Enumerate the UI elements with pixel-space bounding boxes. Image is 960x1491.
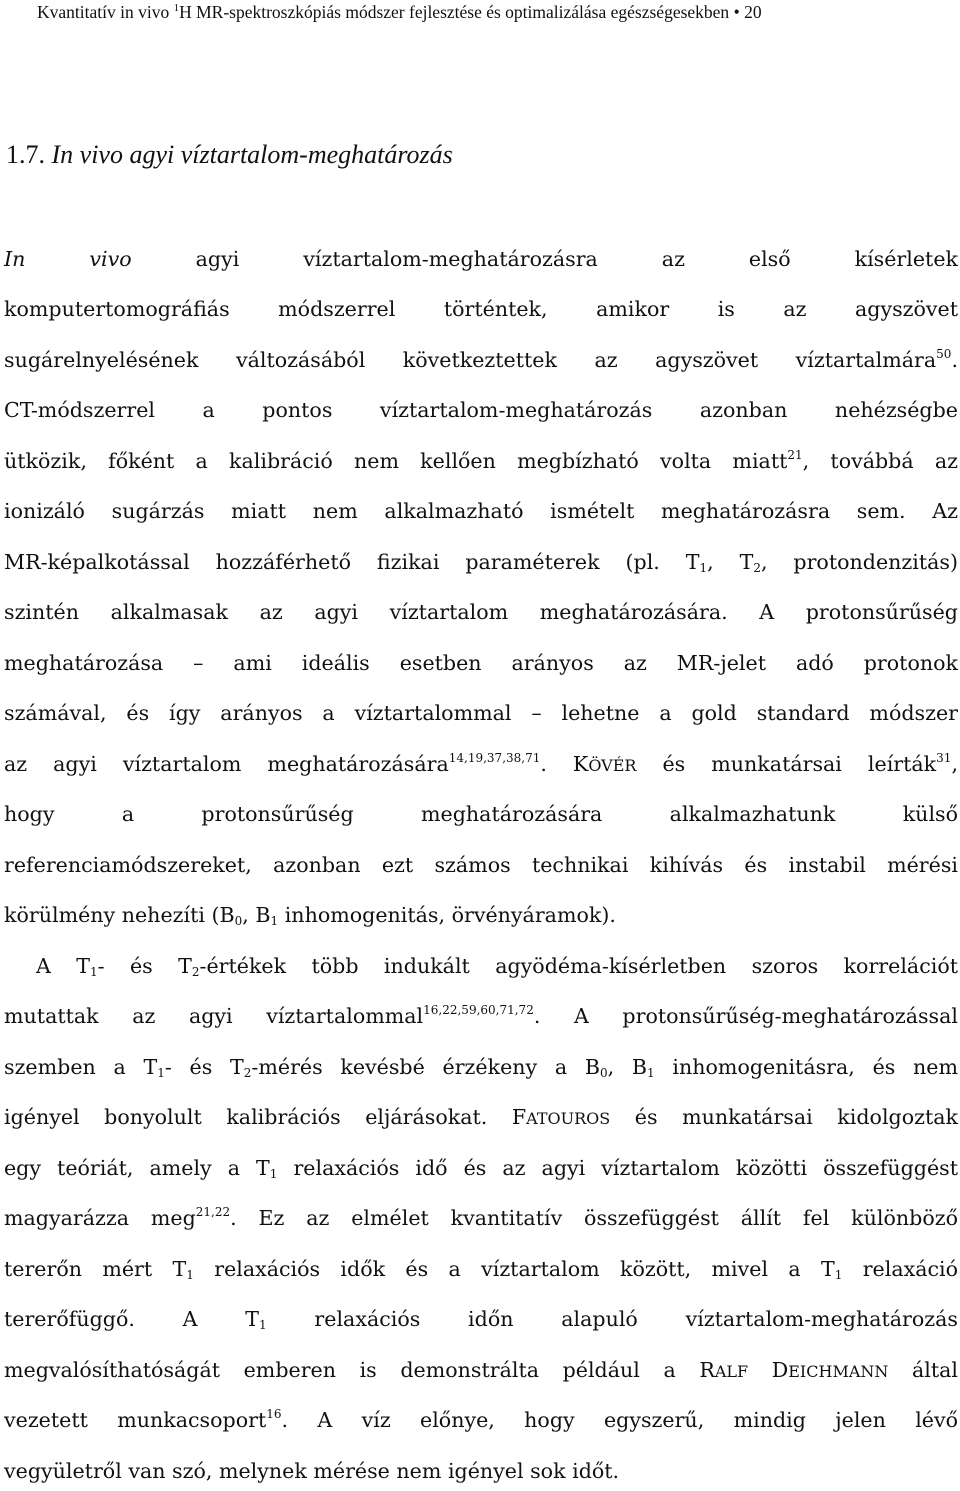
text-run: - és T <box>164 1055 244 1079</box>
text-line <box>4 441 958 481</box>
text-line <box>4 996 958 1036</box>
subscript: 0 <box>234 914 243 928</box>
text-line <box>4 1047 958 1087</box>
citation-superscript: 21,22 <box>195 1205 231 1219</box>
subscript: 1 <box>259 1318 267 1332</box>
text-line <box>4 491 958 531</box>
subscript: 0 <box>600 1066 608 1080</box>
text-run: igényel bonyolult kalibrációs eljárásokat. F <box>4 1105 527 1129</box>
text-run: és munkatársai kidolgoztak <box>610 1105 958 1129</box>
text-run: hogy a protonsűrűség meghatározására alkalmazhatunk külső <box>4 802 958 826</box>
text-run: relaxációs idők és a víztartalom között, mivel a T <box>193 1257 835 1281</box>
text-line <box>4 794 958 834</box>
header-title-sup: 1 <box>173 2 180 15</box>
header-title-post: H MR-spektroszkópiás módszer fejlesztése és optimalizálása egészségesekben <box>179 2 730 22</box>
text-run: szintén alkalmasak az agyi víztartalom meghatározására. A protonsűrűség <box>4 600 958 624</box>
text-run: vezetett munkacsoport <box>4 1408 267 1432</box>
subscript: 1 <box>647 1066 655 1080</box>
small-caps-name: EICHMANN <box>788 1362 889 1381</box>
text-run: az agyi víztartalom meghatározására <box>4 752 449 776</box>
text-run: relaxációs idő és az agyi víztartalom közötti összefüggést <box>277 1156 958 1180</box>
text-run: által <box>888 1358 958 1382</box>
text-run: tererőn mért T <box>4 1257 187 1281</box>
section-number: 1.7. <box>6 140 45 169</box>
text-run: A T <box>36 954 90 978</box>
text-run: inhomogenitásra, és nem <box>654 1055 959 1079</box>
subscript: 2 <box>243 1066 252 1080</box>
text-run: CT-módszerrel a pontos víztartalom-meghatározás azonban nehézségbe <box>4 398 958 422</box>
subscript: 2 <box>753 561 761 575</box>
subscript: 1 <box>834 1268 843 1282</box>
text-line <box>4 895 958 935</box>
text-run: MR-képalkotással hozzáférhető fizikai paraméterek (pl. T <box>4 550 700 574</box>
text-run: -értékek több indukált agyödéma-kísérletben szoros korrelációt <box>199 954 958 978</box>
text-run: - és T <box>97 954 192 978</box>
text-run: , B <box>607 1055 648 1079</box>
text-line <box>4 1198 958 1238</box>
text-run: , továbbá az <box>802 449 958 473</box>
text-line <box>4 289 958 329</box>
text-run: relaxációs időn alapuló víztartalom-meghatározás <box>266 1307 958 1331</box>
text-line <box>4 1451 958 1491</box>
text-run: körülmény nehezíti (B <box>4 903 235 927</box>
text-run: ütközik, főként a kalibráció nem kellően megbízható volta miatt <box>4 449 788 473</box>
text-line <box>4 643 958 683</box>
text-line <box>4 693 958 733</box>
text-run: , B <box>242 903 271 927</box>
header-title-pre: Kvantitatív in vivo <box>37 2 174 22</box>
citation-superscript: 21 <box>787 448 803 462</box>
citation-superscript: 14,19,37,38,71 <box>448 751 541 765</box>
small-caps-name: ATOUROS <box>526 1109 611 1128</box>
header-bullet: • <box>733 2 740 22</box>
subscript: 2 <box>191 965 200 979</box>
text-run: . K <box>540 752 589 776</box>
text-run: relaxáció <box>842 1257 959 1281</box>
text-line <box>4 1400 958 1440</box>
text-run: sugárelnyelésének változásából következtettek az agyszövet víztartalmára <box>4 348 937 372</box>
small-caps-name: ÖVÉR <box>588 756 637 775</box>
text-run: , T <box>707 550 754 574</box>
text-line <box>4 542 958 582</box>
text-line <box>4 390 958 430</box>
text-run: , protondenzitás) <box>760 550 958 574</box>
subscript: 1 <box>699 561 708 575</box>
text-run: referenciamódszereket, azonban ezt számos technikai kihívás és instabil mérési <box>4 853 958 877</box>
subscript: 1 <box>90 965 98 979</box>
italic-text: In vivo <box>4 247 132 271</box>
text-run: komputertomográfiás módszerrel történtek, amikor is az agyszövet <box>4 297 958 321</box>
text-run: megvalósíthatóságát emberen is demonstrálta például a R <box>4 1358 715 1382</box>
text-run: magyarázza meg <box>4 1206 196 1230</box>
text-run: inhomogenitás, örvényáramok). <box>278 903 616 927</box>
citation-superscript: 16,22,59,60,71,72 <box>423 1003 534 1017</box>
text-line <box>4 744 958 784</box>
text-run: , <box>951 752 958 776</box>
text-run: ionizáló sugárzás miatt nem alkalmazható ismételt meghatározásra sem. Az <box>4 499 958 523</box>
subscript: 1 <box>270 914 279 928</box>
text-line <box>4 845 958 885</box>
citation-superscript: 50 <box>936 347 952 361</box>
subscript: 1 <box>157 1066 165 1080</box>
text-run: agyi víztartalom-meghatározásra az első kísérletek <box>131 247 958 271</box>
section-heading <box>6 140 453 170</box>
subscript: 1 <box>186 1268 194 1282</box>
subscript: 1 <box>269 1167 278 1181</box>
text-run: meghatározása – ami ideális esetben arányos az MR-jelet adó protonok <box>4 651 958 675</box>
text-run: mutattak az agyi víztartalommal <box>4 1004 424 1028</box>
section-title: In vivo agyi víztartalom-meghatározás <box>51 140 453 169</box>
running-header <box>37 2 957 23</box>
text-line <box>4 592 958 632</box>
citation-superscript: 16 <box>266 1407 282 1421</box>
page-number: 20 <box>744 2 762 22</box>
text-run: tererőfüggő. A T <box>4 1307 260 1331</box>
text-line <box>4 1350 958 1390</box>
text-run: . <box>951 348 958 372</box>
text-line <box>36 946 958 986</box>
text-run: D <box>748 1358 789 1382</box>
text-run: . Ez az elmélet kvantitatív összefüggést állít fel különböző <box>230 1206 958 1230</box>
text-line <box>4 239 958 279</box>
citation-superscript: 31 <box>936 751 952 765</box>
text-line <box>4 1249 958 1289</box>
small-caps-name: ALF <box>714 1362 749 1381</box>
text-run: . A protonsűrűség-meghatározással <box>533 1004 958 1028</box>
text-run: egy teóriát, amely a T <box>4 1156 270 1180</box>
text-run: és munkatársai leírták <box>636 752 937 776</box>
text-run: . A víz előnye, hogy egyszerű, mindig jelen lévő <box>281 1408 958 1432</box>
text-run: számával, és így arányos a víztartalommal – lehetne a gold standard módszer <box>4 701 958 725</box>
text-line <box>4 1148 958 1188</box>
text-line <box>4 340 958 380</box>
text-run: szemben a T <box>4 1055 158 1079</box>
text-run: vegyületről van szó, melynek mérése nem igényel sok időt. <box>4 1459 620 1483</box>
text-line <box>4 1097 958 1137</box>
text-line <box>4 1299 958 1339</box>
text-run: -mérés kevésbé érzékeny a B <box>251 1055 600 1079</box>
